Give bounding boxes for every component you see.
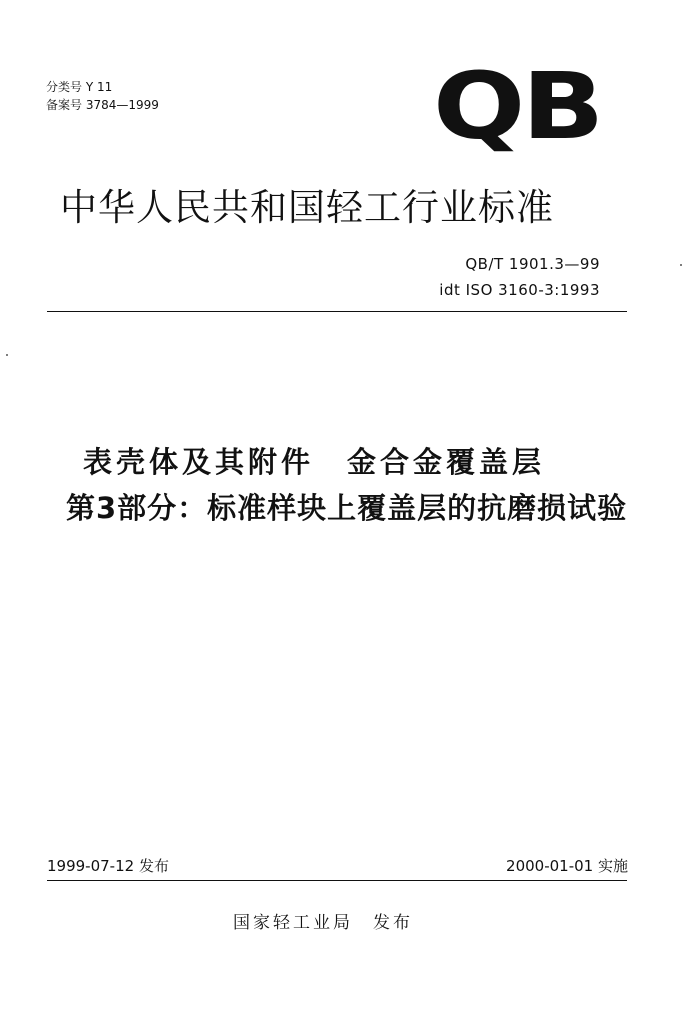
header-divider	[47, 311, 627, 312]
implementation-date: 2000-01-01 实施	[506, 857, 628, 875]
scan-speck	[6, 354, 8, 356]
footer-divider	[47, 880, 627, 881]
publisher: 国家轻工业局 发布	[233, 913, 413, 933]
classification-number: 分类号 Y 11	[46, 80, 113, 94]
record-number: 备案号 3784—1999	[46, 98, 159, 112]
document-title-line-2: 第3部分：标准样块上覆盖层的抗磨损试验	[66, 491, 628, 525]
qb-logo: QB	[433, 52, 601, 160]
standard-type-title: 中华人民共和国轻工行业标准	[60, 186, 554, 229]
iso-equivalent: idt ISO 3160-3:1993	[439, 281, 600, 299]
document-title-line-1: 表壳体及其附件 金合金覆盖层	[83, 445, 546, 479]
scan-speck	[680, 264, 682, 266]
standard-code: QB/T 1901.3—99	[465, 255, 600, 273]
issue-date: 1999-07-12 发布	[47, 857, 169, 875]
